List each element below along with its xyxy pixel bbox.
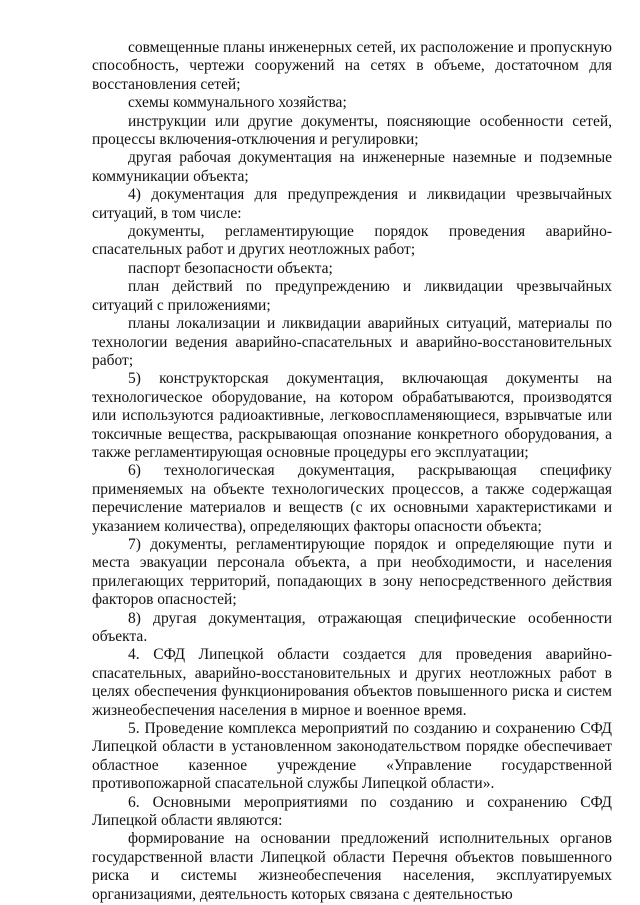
paragraph: планы локализации и ликвидации аварийных ситуаций, материалы по технологии ведения аварийно-спасательных и аварийно-восстановительных работ;	[92, 315, 612, 369]
paragraph: 5) конструкторская документация, включающая документы на технологическое оборудование, на котором обрабатываются, производятся или используются радиоактивные, легковоспламеняющиеся, взрывчатые или токсичные вещества, раскрывающая опознание конкретного оборудования, а также регламентирующая основные процедуры его эксплуатации;	[92, 370, 612, 461]
paragraph: 6. Основными мероприятиями по созданию и сохранению СФД Липецкой области являются:	[92, 793, 612, 830]
paragraph: 4. СФД Липецкой области создается для проведения аварийно-спасательных, аварийно-восстановительных и других неотложных работ в целях обеспечения функционирования объектов повышенного риска и систем жизнеобеспечения населения в мирное и военное время.	[92, 646, 612, 719]
paragraph: 7) документы, регламентирующие порядок и определяющие пути и места эвакуации персонала объекта, а при необходимости, и населения прилегающих территорий, попадающих в зону непосредственного действия факторов опасностей;	[92, 535, 612, 609]
paragraph: 4) документация для предупреждения и ликвидации чрезвычайных ситуаций, в том числе:	[92, 186, 612, 222]
paragraph: 6) технологическая документация, раскрывающая специфику применяемых на объекте технологических процессов, а также содержащая перечисление материалов и веществ (с их основными характеристиками и указанием количества), определяющих факторы опасности объекта;	[92, 462, 612, 535]
paragraph: документы, регламентирующие порядок проведения аварийно-спасательных работ и других неотложных работ;	[92, 223, 612, 259]
paragraph: формирование на основании предложений исполнительных органов государственной власти Липецкой области Перечня объектов повышенного риска и системы жизнеобеспечения населения, эксплуатируемых организациями, деятельность которых связана с деятельностью	[92, 830, 612, 903]
paragraph: совмещенные планы инженерных сетей, их расположение и пропускную способность, чертежи сооружений на сетях в объеме, достаточном для восстановления сетей;	[92, 39, 612, 93]
paragraph: схемы коммунального хозяйства;	[128, 94, 347, 112]
paragraph: 5. Проведение комплекса мероприятий по созданию и сохранению СФД Липецкой области в установленном законодательством порядке обеспечивает областное казенное учреждение «Управление государственной противопожарной спасательной службы Липецкой области».	[92, 720, 612, 793]
paragraph: другая рабочая документация на инженерные наземные и подземные коммуникации объекта;	[92, 149, 612, 185]
paragraph: план действий по предупреждению и ликвидации чрезвычайных ситуаций с приложениями;	[92, 278, 612, 314]
paragraph: 8) другая документация, отражающая специфические особенности объекта.	[92, 609, 612, 645]
paragraph: инструкции или другие документы, поясняющие особенности сетей, процессы включения-отключения и регулировки;	[92, 112, 612, 149]
paragraph: паспорт безопасности объекта;	[128, 259, 333, 277]
